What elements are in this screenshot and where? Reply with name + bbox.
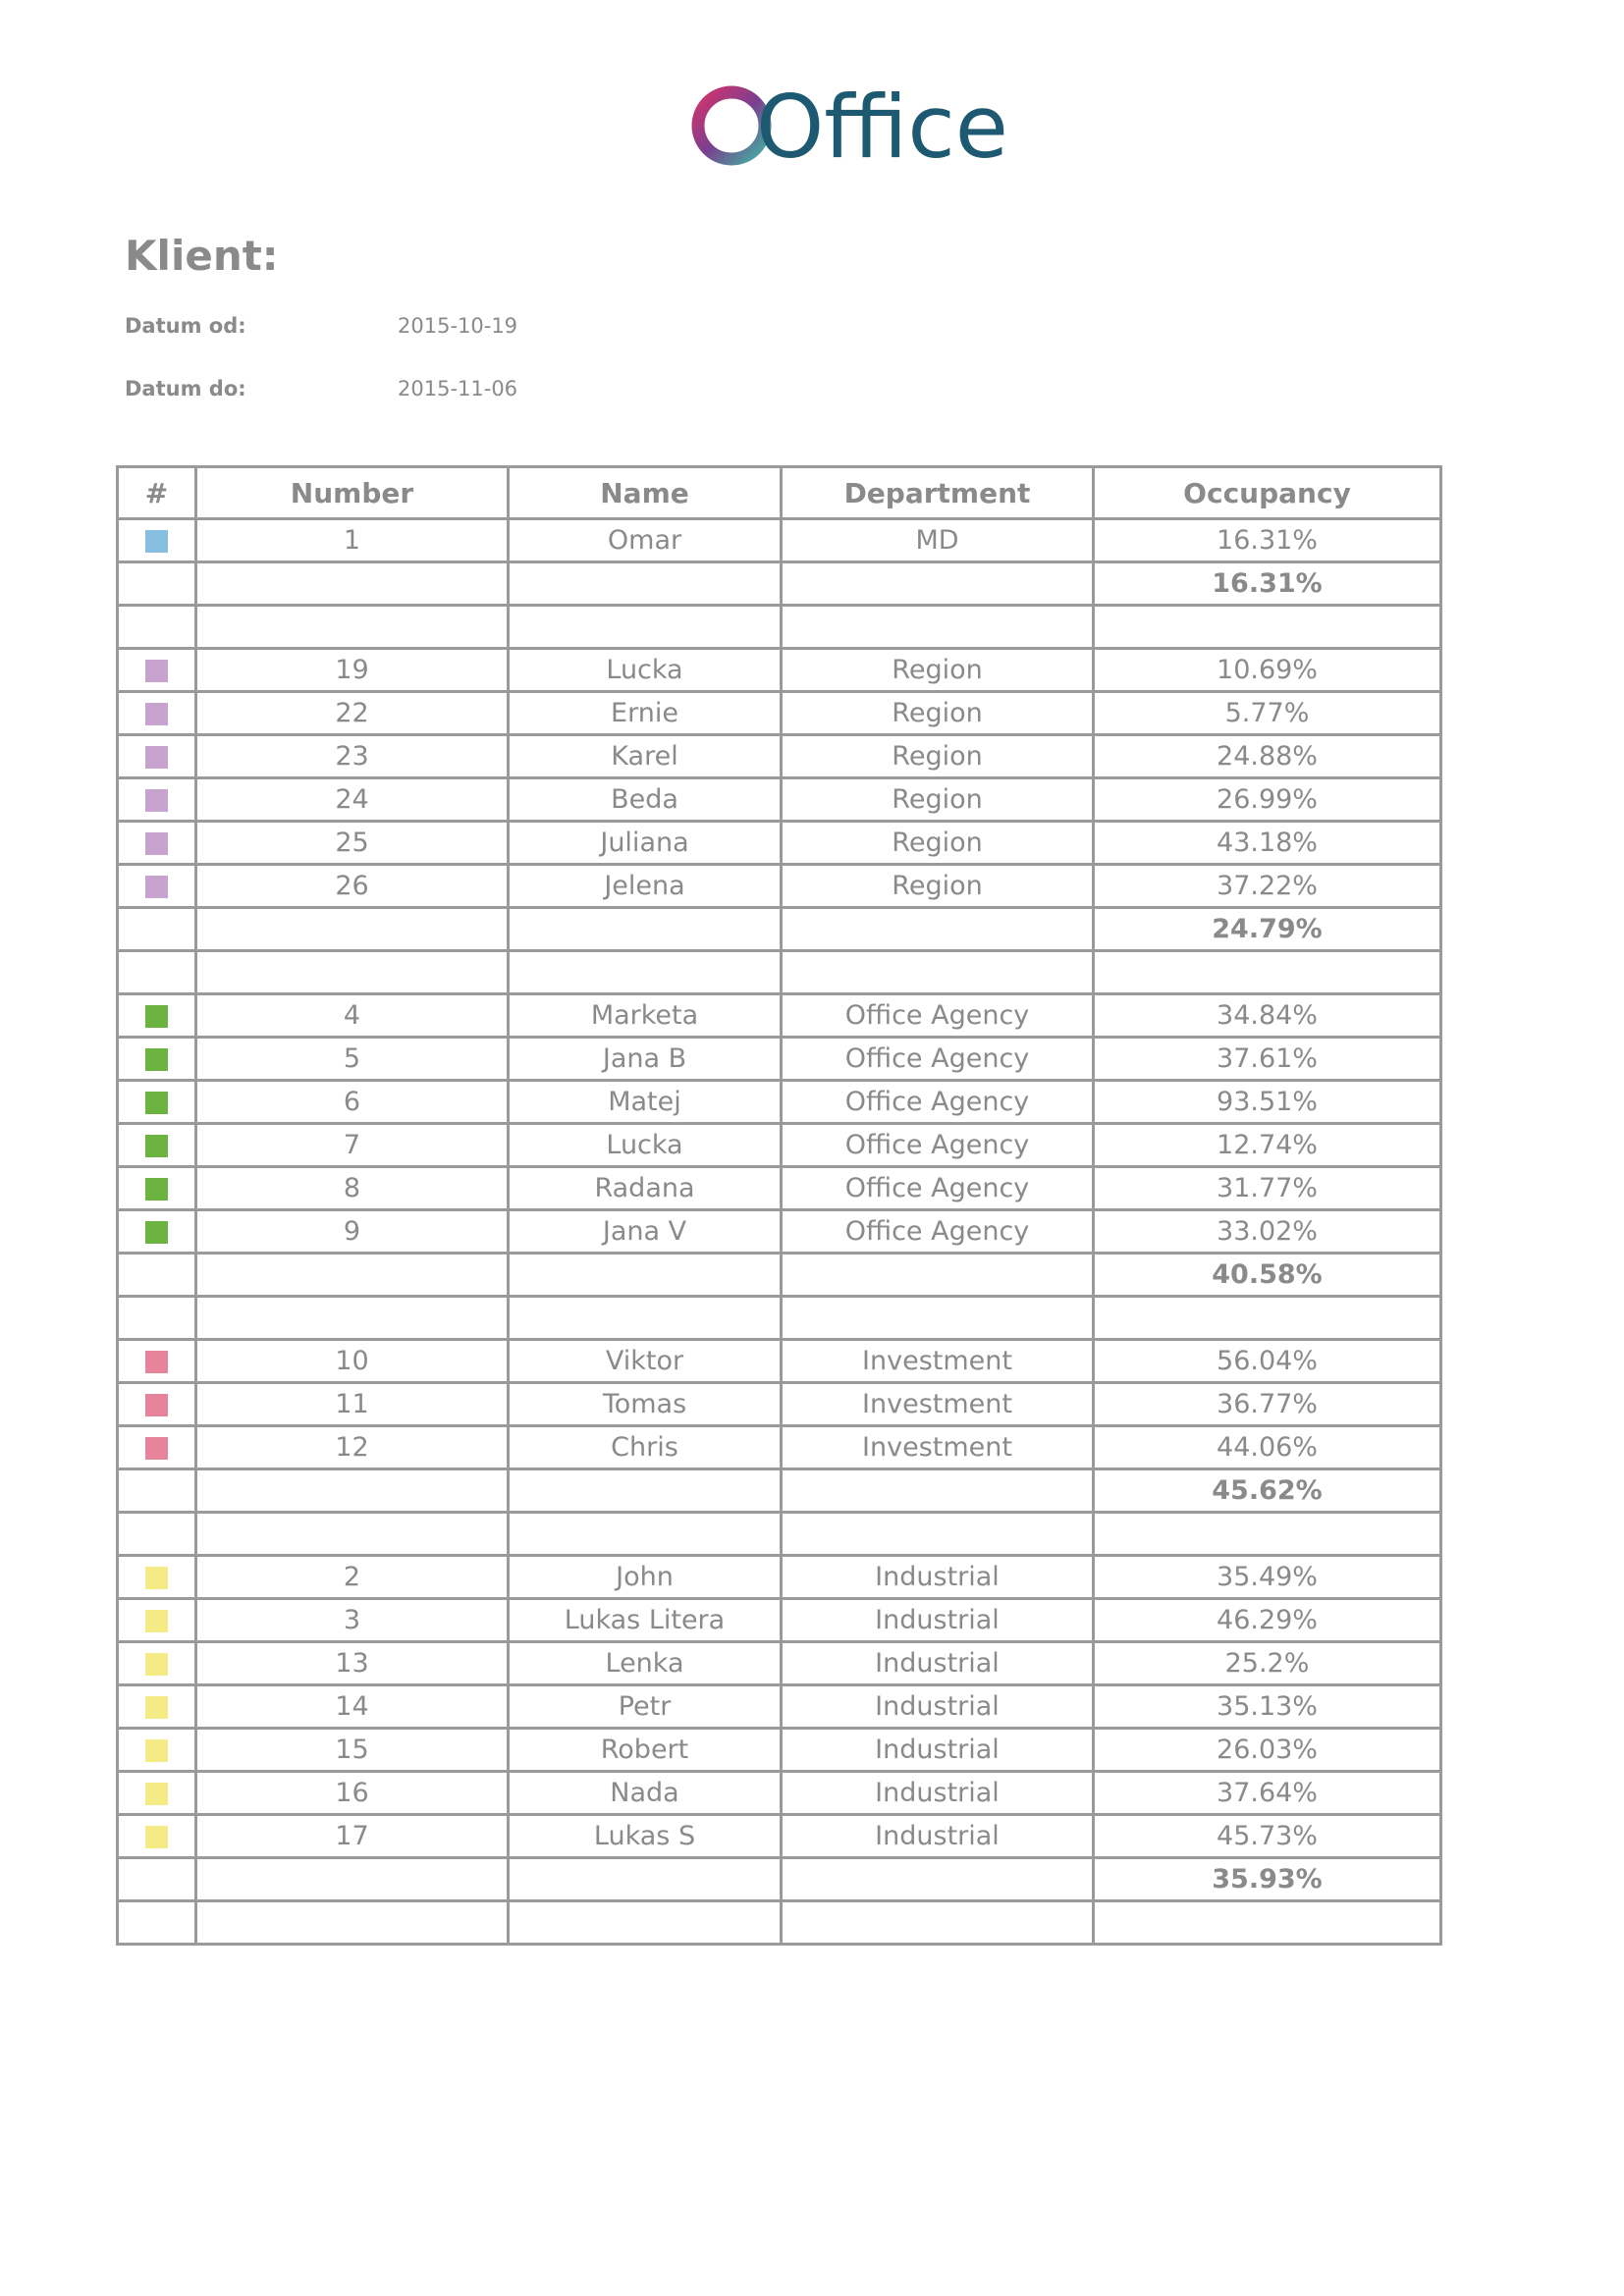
occupancy-cell: 35.49% <box>1094 1556 1441 1599</box>
occupancy-cell: 33.02% <box>1094 1210 1441 1254</box>
department-cell: Industrial <box>782 1599 1094 1642</box>
empty-cell <box>509 1513 782 1556</box>
empty-cell <box>196 1858 509 1901</box>
occupancy-cell: 37.22% <box>1094 865 1441 908</box>
empty-cell <box>1094 1297 1441 1340</box>
table-row <box>118 1038 1441 1081</box>
department-cell: Region <box>782 865 1094 908</box>
table-row <box>118 1340 1441 1383</box>
color-swatch-cell <box>118 778 196 822</box>
column-header-occupancy: Occupancy <box>1094 467 1441 519</box>
group-total-occupancy: 16.31% <box>1094 562 1441 606</box>
color-swatch-cell <box>118 1642 196 1685</box>
occupancy-cell: 24.88% <box>1094 735 1441 778</box>
color-swatch-cell <box>118 1383 196 1426</box>
occupancy-cell: 35.13% <box>1094 1685 1441 1729</box>
occupancy-cell: 44.06% <box>1094 1426 1441 1469</box>
occupancy-cell: 93.51% <box>1094 1081 1441 1124</box>
empty-cell <box>196 1469 509 1513</box>
group-total-row <box>118 1469 1441 1513</box>
number-cell: 1 <box>196 519 509 562</box>
number-cell: 6 <box>196 1081 509 1124</box>
department-cell: Office Agency <box>782 1081 1094 1124</box>
name-cell: Ernie <box>509 692 782 735</box>
department-cell: Investment <box>782 1426 1094 1469</box>
name-cell: John <box>509 1556 782 1599</box>
empty-cell <box>196 1901 509 1945</box>
department-color-swatch <box>145 789 168 812</box>
number-cell: 13 <box>196 1642 509 1685</box>
department-cell: Office Agency <box>782 994 1094 1038</box>
table-row <box>118 994 1441 1038</box>
department-color-swatch <box>145 876 168 898</box>
department-color-swatch <box>145 1221 168 1244</box>
empty-cell <box>1094 1513 1441 1556</box>
occupancy-cell: 34.84% <box>1094 994 1441 1038</box>
empty-cell <box>509 951 782 994</box>
color-swatch-cell <box>118 1081 196 1124</box>
occupancy-cell: 31.77% <box>1094 1167 1441 1210</box>
occupancy-cell: 36.77% <box>1094 1383 1441 1426</box>
empty-cell <box>196 1254 509 1297</box>
occupancy-cell: 26.99% <box>1094 778 1441 822</box>
name-cell: Beda <box>509 778 782 822</box>
color-swatch-cell <box>118 1772 196 1815</box>
department-color-swatch <box>145 832 168 855</box>
date-from-value: 2015-10-19 <box>398 314 518 338</box>
department-color-swatch <box>145 530 168 553</box>
name-cell: Nada <box>509 1772 782 1815</box>
empty-cell <box>118 562 196 606</box>
color-swatch-cell <box>118 1340 196 1383</box>
empty-cell <box>509 1858 782 1901</box>
name-cell: Tomas <box>509 1383 782 1426</box>
name-cell: Lucka <box>509 649 782 692</box>
table-row <box>118 865 1441 908</box>
empty-cell <box>782 1513 1094 1556</box>
empty-cell <box>1094 606 1441 649</box>
group-total-occupancy: 35.93% <box>1094 1858 1441 1901</box>
number-cell: 23 <box>196 735 509 778</box>
occupancy-cell: 37.61% <box>1094 1038 1441 1081</box>
empty-cell <box>509 1254 782 1297</box>
department-color-swatch <box>145 1005 168 1028</box>
number-cell: 3 <box>196 1599 509 1642</box>
department-cell: Investment <box>782 1383 1094 1426</box>
name-cell: Jana B <box>509 1038 782 1081</box>
department-color-swatch <box>145 1092 168 1114</box>
occupancy-cell: 12.74% <box>1094 1124 1441 1167</box>
department-cell: Industrial <box>782 1642 1094 1685</box>
name-cell: Lukas S <box>509 1815 782 1858</box>
table-row <box>118 692 1441 735</box>
department-color-swatch <box>145 1653 168 1676</box>
number-cell: 8 <box>196 1167 509 1210</box>
table-row <box>118 778 1441 822</box>
color-swatch-cell <box>118 1556 196 1599</box>
empty-cell <box>196 562 509 606</box>
empty-cell <box>509 1901 782 1945</box>
empty-cell <box>118 606 196 649</box>
color-swatch-cell <box>118 1426 196 1469</box>
department-color-swatch <box>145 1135 168 1157</box>
department-cell: Region <box>782 735 1094 778</box>
empty-cell <box>509 908 782 951</box>
occupancy-cell: 43.18% <box>1094 822 1441 865</box>
empty-cell <box>196 1297 509 1340</box>
number-cell: 17 <box>196 1815 509 1858</box>
department-color-swatch <box>145 660 168 682</box>
empty-cell <box>782 562 1094 606</box>
column-header-department: Department <box>782 467 1094 519</box>
column-header-hash: # <box>118 467 196 519</box>
table-row <box>118 1210 1441 1254</box>
table-row <box>118 1124 1441 1167</box>
empty-cell <box>782 908 1094 951</box>
department-cell: Office Agency <box>782 1038 1094 1081</box>
color-swatch-cell <box>118 1210 196 1254</box>
number-cell: 25 <box>196 822 509 865</box>
spacer-row <box>118 606 1441 649</box>
occupancy-cell: 16.31% <box>1094 519 1441 562</box>
table-row <box>118 1081 1441 1124</box>
name-cell: Jana V <box>509 1210 782 1254</box>
department-color-swatch <box>145 1048 168 1071</box>
department-color-swatch <box>145 1739 168 1762</box>
name-cell: Lenka <box>509 1642 782 1685</box>
empty-cell <box>118 1297 196 1340</box>
empty-cell <box>118 1513 196 1556</box>
table-row <box>118 1642 1441 1685</box>
empty-cell <box>782 1469 1094 1513</box>
name-cell: Jelena <box>509 865 782 908</box>
group-total-row <box>118 1254 1441 1297</box>
color-swatch-cell <box>118 822 196 865</box>
column-header-number: Number <box>196 467 509 519</box>
number-cell: 14 <box>196 1685 509 1729</box>
department-cell: Region <box>782 649 1094 692</box>
department-cell: MD <box>782 519 1094 562</box>
color-swatch-cell <box>118 519 196 562</box>
table-row <box>118 822 1441 865</box>
number-cell: 11 <box>196 1383 509 1426</box>
table-row <box>118 1426 1441 1469</box>
table-row <box>118 1383 1441 1426</box>
number-cell: 12 <box>196 1426 509 1469</box>
empty-cell <box>196 951 509 994</box>
name-cell: Karel <box>509 735 782 778</box>
number-cell: 10 <box>196 1340 509 1383</box>
table-row <box>118 519 1441 562</box>
logo-graphic <box>687 77 1008 178</box>
empty-cell <box>1094 951 1441 994</box>
department-cell: Region <box>782 822 1094 865</box>
name-cell: Juliana <box>509 822 782 865</box>
date-to-value: 2015-11-06 <box>398 377 518 400</box>
color-swatch-cell <box>118 865 196 908</box>
color-swatch-cell <box>118 649 196 692</box>
color-swatch-cell <box>118 735 196 778</box>
number-cell: 19 <box>196 649 509 692</box>
occupancy-cell: 5.77% <box>1094 692 1441 735</box>
name-cell: Chris <box>509 1426 782 1469</box>
number-cell: 5 <box>196 1038 509 1081</box>
empty-cell <box>196 908 509 951</box>
table-row <box>118 1599 1441 1642</box>
department-color-swatch <box>145 1783 168 1805</box>
name-cell: Petr <box>509 1685 782 1729</box>
color-swatch-cell <box>118 1167 196 1210</box>
table-row <box>118 1556 1441 1599</box>
department-color-swatch <box>145 1826 168 1848</box>
empty-cell <box>118 1254 196 1297</box>
department-color-swatch <box>145 703 168 725</box>
group-total-row <box>118 908 1441 951</box>
spacer-row <box>118 1297 1441 1340</box>
number-cell: 22 <box>196 692 509 735</box>
spacer-row <box>118 951 1441 994</box>
occupancy-cell: 45.73% <box>1094 1815 1441 1858</box>
department-color-swatch <box>145 1567 168 1589</box>
department-color-swatch <box>145 1610 168 1632</box>
department-cell: Industrial <box>782 1772 1094 1815</box>
empty-cell <box>196 606 509 649</box>
empty-cell <box>509 562 782 606</box>
occupancy-cell: 26.03% <box>1094 1729 1441 1772</box>
department-cell: Industrial <box>782 1556 1094 1599</box>
number-cell: 15 <box>196 1729 509 1772</box>
group-total-occupancy: 40.58% <box>1094 1254 1441 1297</box>
department-color-swatch <box>145 1178 168 1201</box>
empty-cell <box>1094 1901 1441 1945</box>
group-total-occupancy: 24.79% <box>1094 908 1441 951</box>
color-swatch-cell <box>118 692 196 735</box>
empty-cell <box>782 1297 1094 1340</box>
occupancy-cell: 25.2% <box>1094 1642 1441 1685</box>
empty-cell <box>782 951 1094 994</box>
name-cell: Lucka <box>509 1124 782 1167</box>
table-row <box>118 735 1441 778</box>
department-color-swatch <box>145 1351 168 1373</box>
color-swatch-cell <box>118 1599 196 1642</box>
empty-cell <box>196 1513 509 1556</box>
empty-cell <box>118 1901 196 1945</box>
name-cell: Marketa <box>509 994 782 1038</box>
department-color-swatch <box>145 1437 168 1460</box>
table-header-row <box>118 467 1441 519</box>
empty-cell <box>509 1297 782 1340</box>
empty-cell <box>509 606 782 649</box>
spacer-row <box>118 1513 1441 1556</box>
table-row <box>118 1685 1441 1729</box>
number-cell: 9 <box>196 1210 509 1254</box>
empty-cell <box>782 606 1094 649</box>
date-from-label: Datum od: <box>125 314 246 338</box>
empty-cell <box>509 1469 782 1513</box>
column-header-name: Name <box>509 467 782 519</box>
color-swatch-cell <box>118 1124 196 1167</box>
empty-cell <box>118 951 196 994</box>
department-cell: Industrial <box>782 1729 1094 1772</box>
logo-wordmark: Office <box>756 77 1008 178</box>
department-color-swatch <box>145 1394 168 1416</box>
occupancy-cell: 56.04% <box>1094 1340 1441 1383</box>
empty-cell <box>782 1901 1094 1945</box>
department-color-swatch <box>145 746 168 769</box>
number-cell: 16 <box>196 1772 509 1815</box>
number-cell: 7 <box>196 1124 509 1167</box>
group-total-row <box>118 562 1441 606</box>
name-cell: Viktor <box>509 1340 782 1383</box>
color-swatch-cell <box>118 994 196 1038</box>
number-cell: 2 <box>196 1556 509 1599</box>
table-row <box>118 1729 1441 1772</box>
department-cell: Region <box>782 692 1094 735</box>
table-row <box>118 649 1441 692</box>
group-total-row <box>118 1858 1441 1901</box>
department-color-swatch <box>145 1696 168 1719</box>
empty-cell <box>118 1858 196 1901</box>
number-cell: 4 <box>196 994 509 1038</box>
table-row <box>118 1772 1441 1815</box>
occupancy-cell: 37.64% <box>1094 1772 1441 1815</box>
empty-cell <box>118 908 196 951</box>
department-cell: Investment <box>782 1340 1094 1383</box>
group-total-occupancy: 45.62% <box>1094 1469 1441 1513</box>
name-cell: Robert <box>509 1729 782 1772</box>
occupancy-table <box>116 465 1442 1946</box>
table-row <box>118 1815 1441 1858</box>
department-cell: Office Agency <box>782 1167 1094 1210</box>
department-cell: Industrial <box>782 1815 1094 1858</box>
name-cell: Lukas Litera <box>509 1599 782 1642</box>
department-cell: Industrial <box>782 1685 1094 1729</box>
color-swatch-cell <box>118 1685 196 1729</box>
occupancy-cell: 46.29% <box>1094 1599 1441 1642</box>
name-cell: Radana <box>509 1167 782 1210</box>
table-body <box>118 519 1441 1945</box>
color-swatch-cell <box>118 1815 196 1858</box>
office-logo <box>687 77 1008 178</box>
name-cell: Omar <box>509 519 782 562</box>
number-cell: 26 <box>196 865 509 908</box>
department-cell: Office Agency <box>782 1210 1094 1254</box>
department-cell: Office Agency <box>782 1124 1094 1167</box>
empty-cell <box>782 1254 1094 1297</box>
department-cell: Region <box>782 778 1094 822</box>
color-swatch-cell <box>118 1729 196 1772</box>
empty-cell <box>782 1858 1094 1901</box>
client-label: Klient: <box>125 232 279 280</box>
table-row <box>118 1167 1441 1210</box>
number-cell: 24 <box>196 778 509 822</box>
name-cell: Matej <box>509 1081 782 1124</box>
spacer-row <box>118 1901 1441 1945</box>
color-swatch-cell <box>118 1038 196 1081</box>
occupancy-cell: 10.69% <box>1094 649 1441 692</box>
empty-cell <box>118 1469 196 1513</box>
date-to-label: Datum do: <box>125 377 246 400</box>
